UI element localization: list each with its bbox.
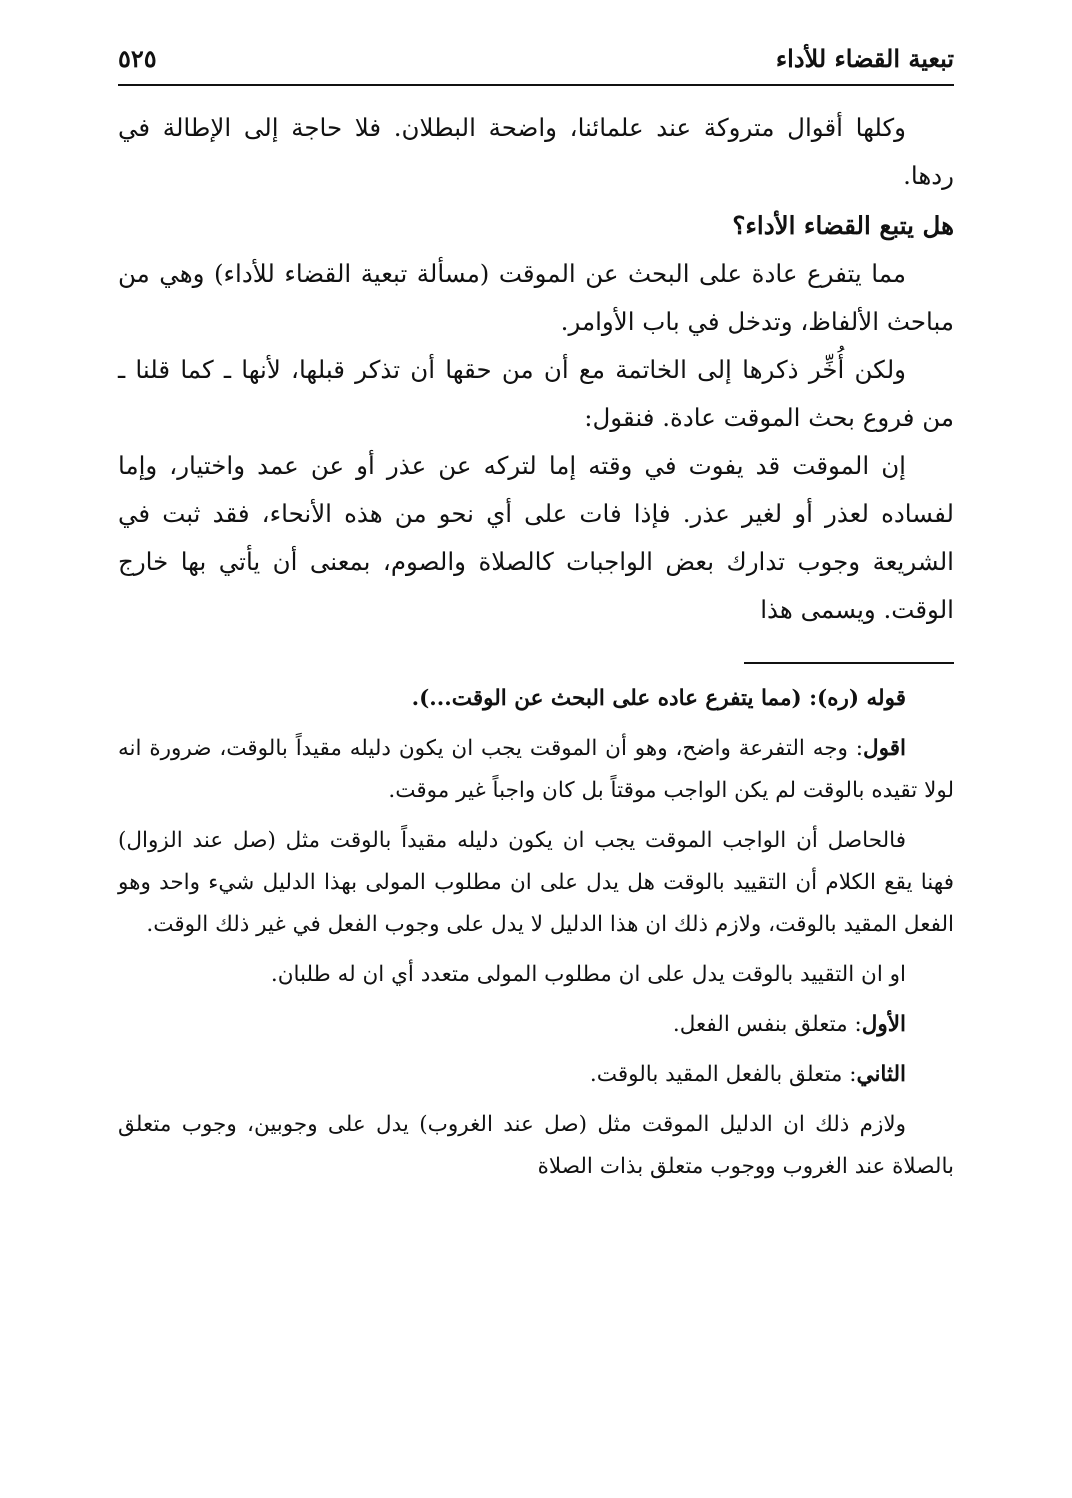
commentary-text-1: : وجه التفرعة واضح، وهو أن الموقت يجب ان يكون دليله مقيداً بالوقت، ضرورة انه لولا تقيده بالوقت لم يكن الواجب موقتاً بل كان واجباً غير موقت. xyxy=(118,736,954,803)
commentary-paragraph-3: او ان التقييد بالوقت يدل على ان مطلوب المولى متعدد أي ان له طلبان. xyxy=(270,962,906,987)
commentary-item-second xyxy=(118,1054,954,1096)
commentary-paragraph-1 xyxy=(118,728,954,812)
main-text xyxy=(118,104,954,634)
page-header xyxy=(118,38,954,86)
page-number: ٥٢٥ xyxy=(118,43,157,73)
commentary-paragraph-4: ولازم ذلك ان الدليل الموقت مثل (صل عند الغروب) يدل على وجوبين، وجوب متعلق بالصلاة عند الغروب ووجوب متعلق بذات الصلاة xyxy=(118,1112,954,1179)
paragraph-1: وكلها أقوال متروكة عند علمائنا، واضحة البطلان. فلا حاجة إلى الإطالة في ردها. xyxy=(118,113,954,190)
commentary xyxy=(118,678,954,1188)
commentary-text-second: : متعلق بالفعل المقيد بالوقت. xyxy=(589,1062,857,1087)
commentary-label-1: اقول xyxy=(863,736,906,761)
footnote-divider xyxy=(744,662,954,664)
commentary-text-first: : متعلق بنفس الفعل. xyxy=(672,1012,862,1037)
running-title: تبعية القضاء للأداء xyxy=(775,43,954,73)
paragraph-4: إن الموقت قد يفوت في وقته إما لتركه عن عذر أو عن عمد واختيار، وإما لفساده لعذر أو لغير عذر. فإذا فات على أي نحو من هذه الأنحاء، فقد ثبت في الشريعة وجوب تدارك بعض الواجبات كالصلاة والصوم، بمعنى أن يأتي بها خارج الوقت. ويسمى هذا xyxy=(118,451,954,624)
commentary-paragraph-2: فالحاصل أن الواجب الموقت يجب ان يكون دليله مقيداً بالوقت مثل (صل عند الزوال) فهنا يقع الكلام أن التقييد بالوقت هل يدل على ان مطلوب المولى بهذا الدليل شيء واحد وهو الفعل المقيد بالوقت، ولازم ذلك ان هذا الدليل لا يدل على وجوب الفعل في غير ذلك الوقت. xyxy=(118,828,954,937)
commentary-label-first: الأول xyxy=(861,1012,906,1037)
commentary-item-first xyxy=(118,1004,954,1046)
paragraph-2: مما يتفرع عادة على البحث عن الموقت (مسألة تبعية القضاء للأداء) وهي من مباحث الألفاظ، وتدخل في باب الأوامر. xyxy=(118,259,954,336)
section-heading: هل يتبع القضاء الأداء؟ xyxy=(732,211,954,240)
page-content xyxy=(118,104,954,1196)
commentary-quote: قوله (ره): (مما يتفرع عاده على البحث عن الوقت...). xyxy=(411,686,906,711)
paragraph-3: ولكن أُخِّر ذكرها إلى الخاتمة مع أن من حقها أن تذكر قبلها، لأنها ـ كما قلنا ـ من فروع بحث الموقت عادة. فنقول: xyxy=(118,355,954,432)
commentary-label-second: الثاني xyxy=(856,1062,906,1087)
